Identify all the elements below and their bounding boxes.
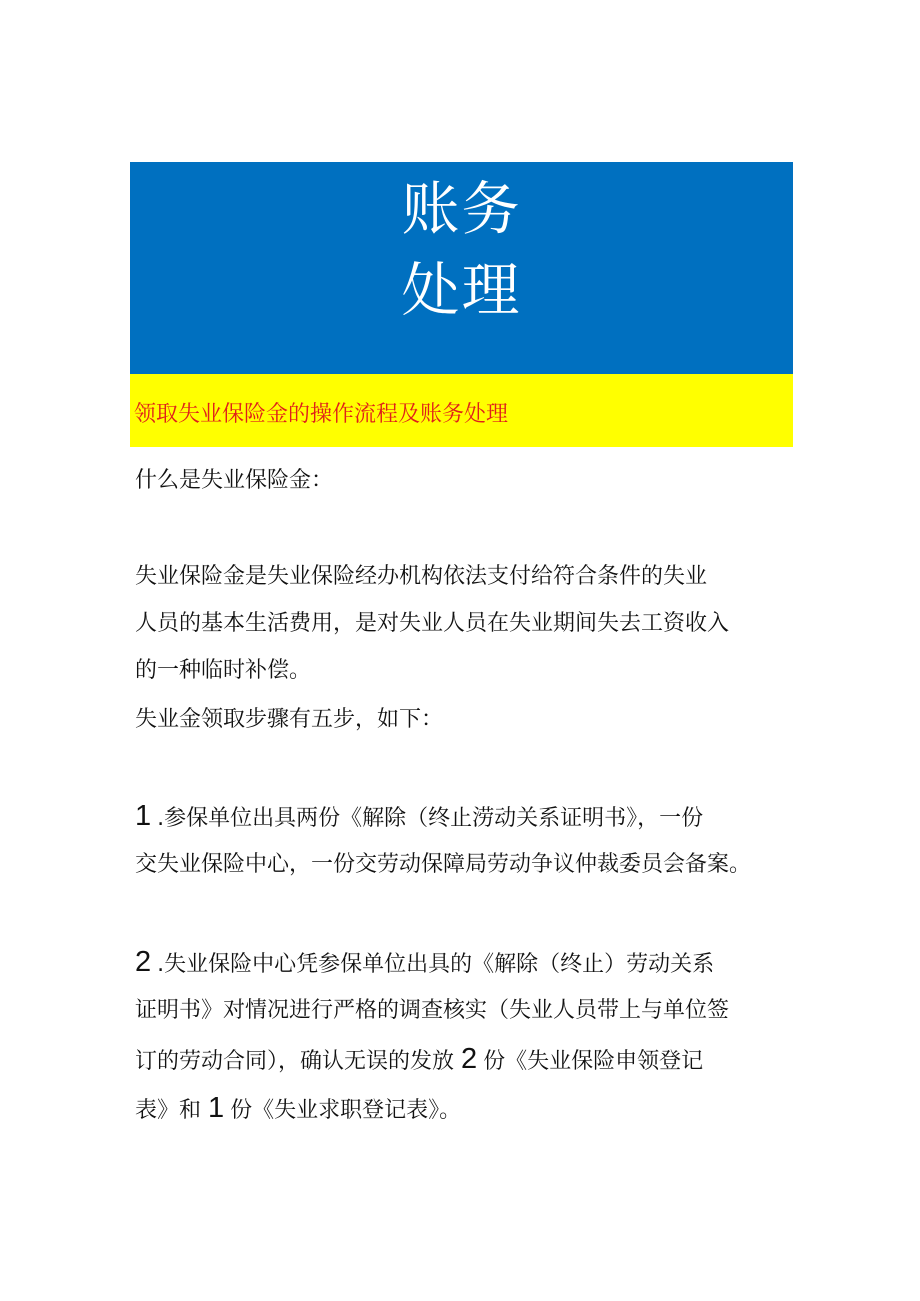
step-2-line-3 (135, 1043, 703, 1078)
step-2-line-2: 证明书》对情况进行严格的调查核实（失业人员带上与单位签 (135, 998, 730, 1023)
subtitle-bar (130, 374, 793, 447)
step-2-line-4 (135, 1092, 461, 1127)
title-banner (130, 162, 793, 374)
definition-line-1: 失业保险金是失业保险经办机构依法支付给符合条件的失业 (135, 564, 708, 589)
subtitle-text: 领取失业保险金的操作流程及账务处理 (134, 402, 509, 427)
step-1-line-1 (135, 800, 703, 835)
question-heading: 什么是失业保险金： (135, 468, 334, 493)
step-2-line-4-a: 表》和 (135, 1098, 202, 1123)
step-2-line-3-a: 订的劳动合同），确认无误的发放 (135, 1049, 455, 1074)
step-2-text-1: .失业保险中心凭参保单位出具的《解除（终止）劳动关系 (157, 952, 715, 977)
step-1-text-1: .参保单位出具两份《解除（终止涝动关系证明书》，一份 (157, 806, 704, 831)
step-2-number: 2 (135, 946, 152, 978)
banner-title-line-2: 处理 (401, 256, 522, 324)
step-2-line-1 (135, 946, 714, 981)
steps-intro: 失业金领取步骤有五步，如下： (135, 707, 444, 732)
banner-title-line-1: 账务 (401, 175, 522, 243)
step-2-line-4-b: 份《失业求职登记表》。 (230, 1098, 462, 1123)
step-1-line-2: 交失业保险中心，一份交劳动保障局劳动争议仲裁委员会备案。 (135, 852, 752, 877)
definition-line-2: 人员的基本生活费用，是对失业人员在失业期间失去工资收入 (135, 611, 730, 636)
step-1-number: 1 (135, 800, 152, 832)
step-2-line-3-b: 份《失业保险申领登记 (483, 1049, 704, 1074)
step-2-count-2: 2 (461, 1043, 478, 1075)
step-2-count-1: 1 (208, 1092, 225, 1124)
definition-line-3: 的一种临时补偿。 (135, 658, 312, 683)
